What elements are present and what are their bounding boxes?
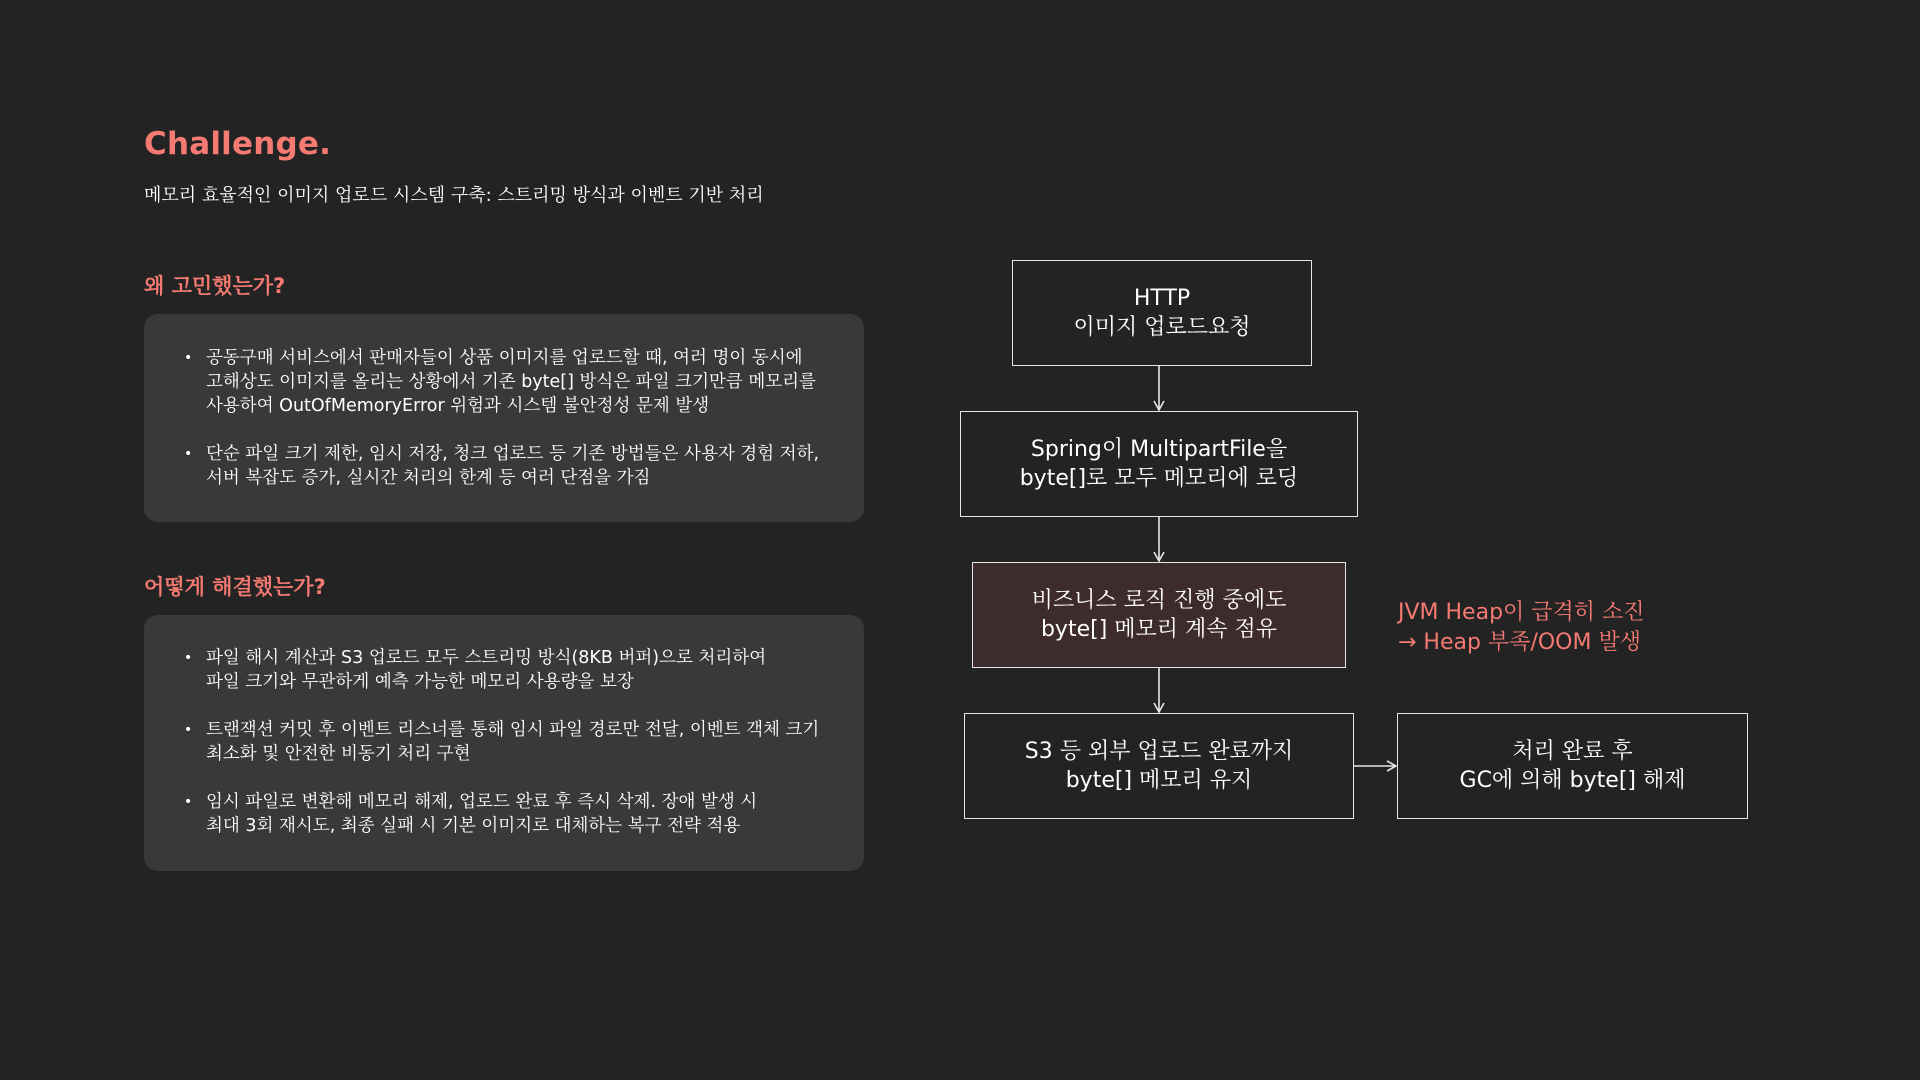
node-line: S3 등 외부 업로드 완료까지	[1024, 739, 1294, 764]
why-bullet-2	[184, 442, 834, 490]
how-heading: 어떻게 해결했는가?	[144, 575, 326, 599]
node-line: 비즈니스 로직 진행 중에도	[1031, 588, 1287, 613]
why-bullet-1	[184, 346, 834, 418]
node-line: Spring이 MultipartFile을	[1030, 437, 1288, 462]
slide-title: Challenge.	[144, 126, 332, 162]
how-bullet-1	[184, 646, 834, 694]
flow-node-memory-occupied	[972, 562, 1346, 668]
node-line: GC에 의해 byte[] 해제	[1459, 768, 1686, 793]
flow-node-gc-release	[1397, 713, 1748, 819]
bullet-line: 사용하여 OutOfMemoryError 위험과 시스템 불안정성 문제 발생	[206, 396, 710, 416]
flow-node-s3-upload	[964, 713, 1354, 819]
how-bullet-list	[184, 646, 834, 838]
bullet-line: 최소화 및 안전한 비동기 처리 구현	[206, 744, 471, 764]
bullet-line: • 파일 해시 계산과 S3 업로드 모두 스트리밍 방식(8KB 버퍼)으로 처리하여	[206, 648, 767, 668]
why-heading: 왜 고민했는가?	[144, 274, 286, 298]
flow-node-multipart-loading	[960, 411, 1358, 517]
how-bullet-2	[184, 718, 834, 766]
bullet-line: • 트랜잭션 커밋 후 이벤트 리스너를 통해 임시 파일 경로만 전달, 이벤트 객체 크기	[206, 720, 820, 740]
node-line: byte[] 메모리 유지	[1065, 768, 1253, 793]
why-card	[144, 314, 864, 522]
node-line: byte[]로 모두 메모리에 로딩	[1019, 466, 1299, 491]
how-bullet-3	[184, 790, 834, 838]
bullet-line: • 임시 파일로 변환해 메모리 해제, 업로드 완료 후 즉시 삭제. 장애 발생 시	[206, 792, 758, 812]
node-line: HTTP	[1133, 286, 1191, 311]
bullet-line: 최대 3회 재시도, 최종 실패 시 기본 이미지로 대체하는 복구 전략 적용	[206, 816, 741, 836]
flow-node-http-request	[1012, 260, 1312, 366]
how-card	[144, 615, 864, 871]
bullet-line: 파일 크기와 무관하게 예측 가능한 메모리 사용량을 보장	[206, 672, 634, 692]
node-line: 처리 완료 후	[1512, 739, 1633, 764]
annotation-line: → Heap 부족/OOM 발생	[1398, 630, 1641, 655]
node-line: 이미지 업로드요청	[1073, 315, 1251, 340]
bullet-line: • 공동구매 서비스에서 판매자들이 상품 이미지를 업로드할 때, 여러 명이 동시에	[206, 348, 803, 368]
slide-subtitle: 메모리 효율적인 이미지 업로드 시스템 구축: 스트리밍 방식과 이벤트 기반 처리	[144, 185, 764, 206]
bullet-line: 서버 복잡도 증가, 실시간 처리의 한계 등 여러 단점을 가짐	[206, 468, 651, 488]
node-line: byte[] 메모리 계속 점유	[1040, 617, 1278, 642]
bullet-line: • 단순 파일 크기 제한, 임시 저장, 청크 업로드 등 기존 방법들은 사용자 경험 저하,	[206, 444, 820, 464]
oom-annotation	[1398, 598, 1645, 658]
annotation-line: JVM Heap이 급격히 소진	[1398, 600, 1645, 625]
bullet-line: 고해상도 이미지를 올리는 상황에서 기존 byte[] 방식은 파일 크기만큼 메모리를	[206, 372, 816, 392]
why-bullet-list	[184, 346, 834, 490]
